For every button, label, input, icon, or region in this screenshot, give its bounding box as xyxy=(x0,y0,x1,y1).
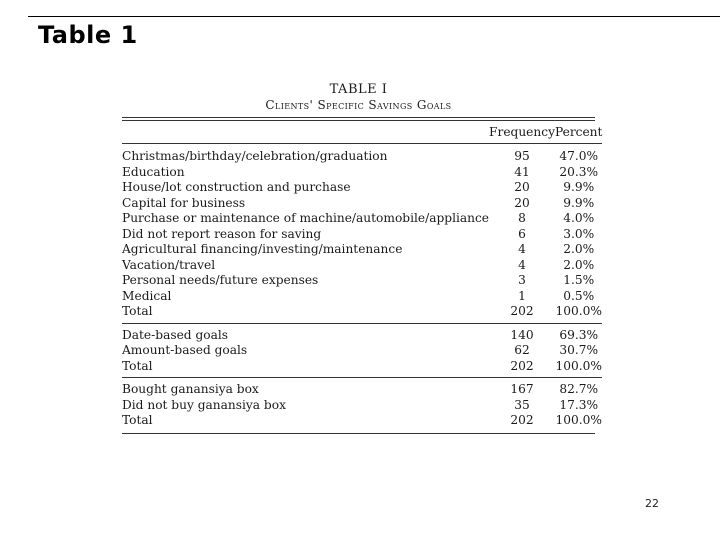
row-frequency: 62 xyxy=(514,343,530,357)
table-row xyxy=(122,382,602,398)
row-frequency: 20 xyxy=(514,180,530,194)
table-row xyxy=(122,343,602,359)
row-frequency: 35 xyxy=(514,397,530,412)
slide-title: Table 1 xyxy=(38,21,138,49)
table-row xyxy=(122,211,602,227)
row-percent: 30.7% xyxy=(559,343,599,357)
header-row xyxy=(122,121,602,143)
row-label: Date-based goals xyxy=(122,327,229,342)
row-percent: 4.0% xyxy=(563,211,595,225)
page-number: 22 xyxy=(645,497,659,510)
row-label: Purchase or maintenance of machine/automobile/appliance xyxy=(122,211,490,225)
row-label: Total xyxy=(122,358,153,373)
row-percent: 9.9% xyxy=(563,195,595,210)
row-label: Amount-based goals xyxy=(122,343,248,357)
row-label: Personal needs/future expenses xyxy=(122,273,319,287)
row-frequency: 4 xyxy=(518,257,526,272)
row-label: Agricultural financing/investing/maintenance xyxy=(122,242,403,256)
table-row xyxy=(122,304,602,320)
table-row xyxy=(122,413,602,429)
row-label: Medical xyxy=(122,288,172,303)
row-percent: 82.7% xyxy=(559,382,599,396)
table-row xyxy=(122,258,602,274)
row-frequency: 1 xyxy=(518,288,526,303)
row-label: Total xyxy=(122,413,153,427)
table-row xyxy=(122,165,602,181)
table-row xyxy=(122,359,602,375)
row-label: Total xyxy=(122,304,153,318)
row-frequency: 95 xyxy=(514,149,530,163)
row-percent: 100.0% xyxy=(555,304,602,318)
row-frequency: 4 xyxy=(518,242,526,256)
table-caption-number: TABLE I xyxy=(329,82,388,97)
group-separator-rule xyxy=(122,323,602,324)
table-row xyxy=(122,398,602,414)
row-percent: 0.5% xyxy=(563,288,595,303)
row-percent: 1.5% xyxy=(563,273,595,287)
row-percent: 100.0% xyxy=(555,358,602,373)
row-percent: 9.9% xyxy=(563,180,595,194)
row-percent: 20.3% xyxy=(559,164,599,179)
data-table xyxy=(122,121,602,429)
row-frequency: 202 xyxy=(510,413,534,427)
row-label: Did not report reason for saving xyxy=(122,226,322,241)
savings-goals-table xyxy=(122,82,603,434)
row-percent: 3.0% xyxy=(563,226,595,241)
header-percent: Percent xyxy=(554,125,603,139)
row-frequency: 202 xyxy=(510,358,534,373)
table-row xyxy=(122,273,602,289)
row-frequency: 140 xyxy=(510,327,534,342)
table-row xyxy=(122,180,602,196)
table-row xyxy=(122,242,602,258)
row-frequency: 20 xyxy=(514,195,530,210)
table-row xyxy=(122,149,602,165)
row-label: Vacation/travel xyxy=(122,257,216,272)
row-frequency: 8 xyxy=(518,211,526,225)
row-percent: 100.0% xyxy=(555,413,602,427)
row-label: Christmas/birthday/celebration/graduation xyxy=(122,149,388,163)
row-percent: 69.3% xyxy=(559,327,599,342)
table-bottom-rule xyxy=(122,433,595,434)
row-frequency: 3 xyxy=(518,273,526,287)
table-row xyxy=(122,289,602,305)
row-percent: 47.0% xyxy=(559,149,599,163)
table-row xyxy=(122,196,602,212)
row-frequency: 6 xyxy=(518,226,526,241)
row-frequency: 41 xyxy=(514,164,530,179)
row-label: Education xyxy=(122,164,185,179)
row-label: House/lot construction and purchase xyxy=(122,180,351,194)
header-label xyxy=(122,121,489,143)
row-label: Did not buy ganansiya box xyxy=(122,397,286,412)
table-row xyxy=(122,227,602,243)
row-percent: 2.0% xyxy=(563,257,595,272)
row-label: Capital for business xyxy=(122,195,246,210)
row-label: Bought ganansiya box xyxy=(122,382,259,396)
group-separator xyxy=(122,374,602,382)
table-row xyxy=(122,328,602,344)
top-rule xyxy=(28,16,720,17)
group-separator xyxy=(122,320,602,328)
header-frequency: Frequency xyxy=(489,125,555,139)
row-percent: 17.3% xyxy=(559,397,599,412)
table-caption-title: Clients' Specific Savings Goals xyxy=(265,98,452,112)
header-rule xyxy=(122,143,602,144)
row-percent: 2.0% xyxy=(563,242,595,256)
row-frequency: 202 xyxy=(510,304,534,318)
group-separator-rule xyxy=(122,377,602,378)
row-frequency: 167 xyxy=(510,382,534,396)
